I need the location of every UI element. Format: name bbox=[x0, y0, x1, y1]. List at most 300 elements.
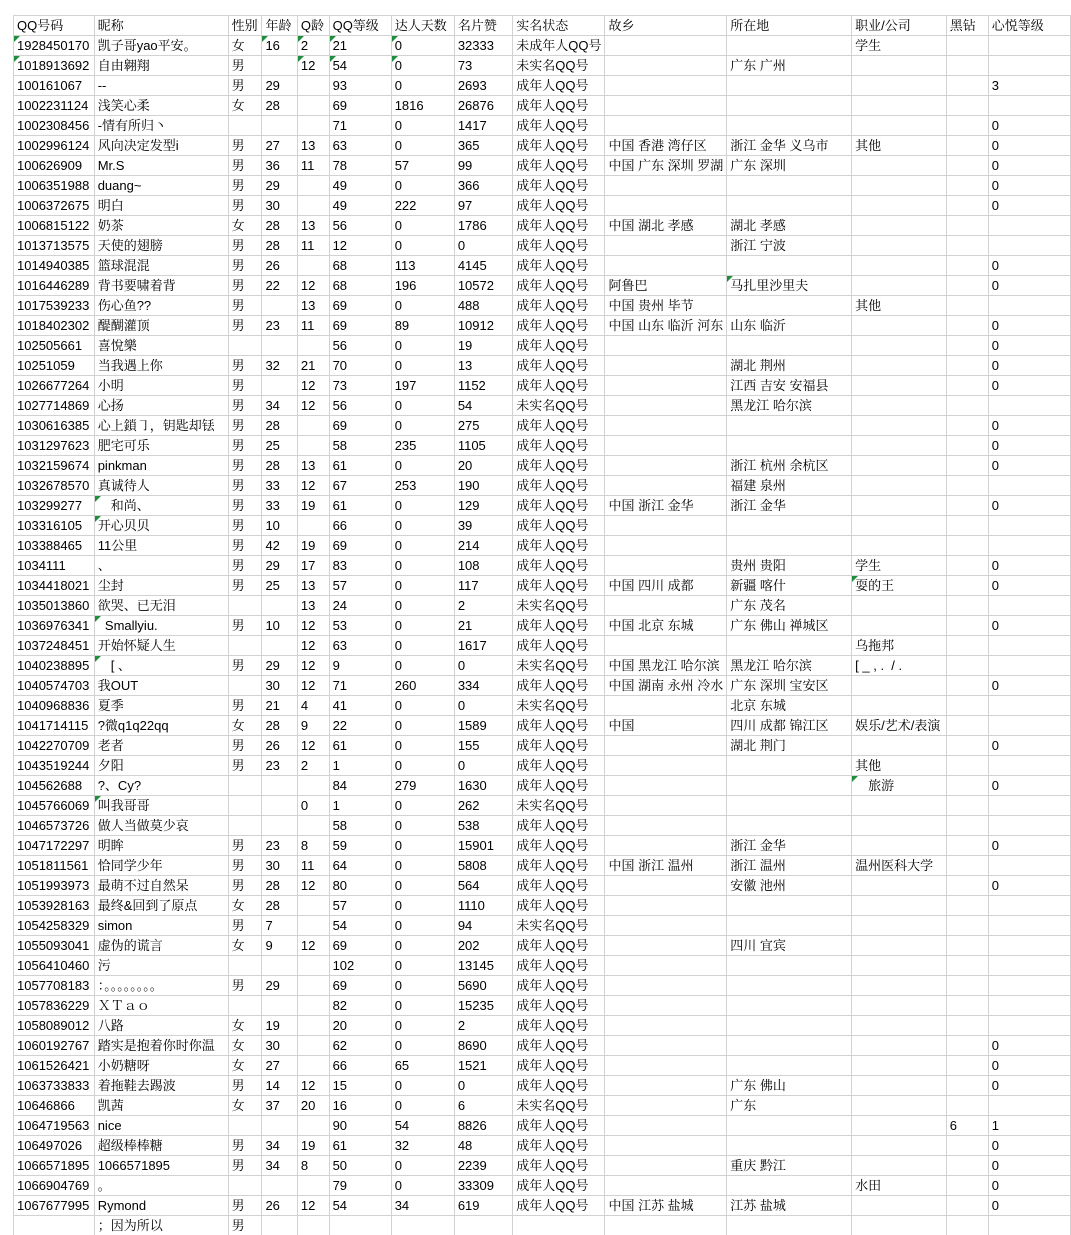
cell[interactable] bbox=[605, 876, 727, 896]
cell[interactable]: 虚伪的谎言 bbox=[94, 936, 228, 956]
cell[interactable] bbox=[262, 596, 297, 616]
cell[interactable] bbox=[852, 236, 947, 256]
cell[interactable]: 。 bbox=[94, 1176, 228, 1196]
cell[interactable]: 男 bbox=[228, 516, 262, 536]
cell[interactable]: 男 bbox=[228, 376, 262, 396]
cell[interactable]: 69 bbox=[329, 416, 391, 436]
cell[interactable]: 0 bbox=[988, 1176, 1070, 1196]
cell[interactable]: 1047172297 bbox=[14, 836, 95, 856]
cell[interactable]: 成年人QQ号 bbox=[513, 1056, 605, 1076]
cell[interactable] bbox=[852, 1196, 947, 1216]
cell[interactable] bbox=[946, 736, 988, 756]
cell[interactable]: 男 bbox=[228, 76, 262, 96]
cell[interactable]: 中国 湖南 永州 冷水 bbox=[605, 676, 727, 696]
cell[interactable]: 1 bbox=[988, 1116, 1070, 1136]
cell[interactable]: 北京 东城 bbox=[727, 696, 852, 716]
cell[interactable]: 心扬 bbox=[94, 396, 228, 416]
cell[interactable]: 2693 bbox=[454, 76, 512, 96]
cell[interactable]: 21 bbox=[262, 696, 297, 716]
cell[interactable]: 12 bbox=[297, 1076, 329, 1096]
cell[interactable]: 成年人QQ号 bbox=[513, 756, 605, 776]
cell[interactable]: 34 bbox=[262, 1156, 297, 1176]
cell[interactable]: 1006372675 bbox=[14, 196, 95, 216]
cell[interactable]: 0 bbox=[988, 416, 1070, 436]
cell[interactable]: 57 bbox=[329, 576, 391, 596]
cell[interactable]: 明眸 bbox=[94, 836, 228, 856]
cell[interactable]: 1064719563 bbox=[14, 1116, 95, 1136]
cell[interactable] bbox=[727, 96, 852, 116]
cell[interactable]: 污 bbox=[94, 956, 228, 976]
cell[interactable] bbox=[988, 536, 1070, 556]
cell[interactable] bbox=[852, 116, 947, 136]
cell[interactable]: 1060192767 bbox=[14, 1036, 95, 1056]
cell[interactable] bbox=[727, 516, 852, 536]
cell[interactable]: 260 bbox=[391, 676, 454, 696]
cell[interactable]: 12 bbox=[297, 936, 329, 956]
cell[interactable]: 488 bbox=[454, 296, 512, 316]
cell[interactable] bbox=[605, 1176, 727, 1196]
cell[interactable]: 男 bbox=[228, 1216, 262, 1235]
cell[interactable] bbox=[988, 756, 1070, 776]
cell[interactable]: 0 bbox=[391, 1076, 454, 1096]
cell[interactable] bbox=[727, 336, 852, 356]
cell[interactable] bbox=[946, 1016, 988, 1036]
cell[interactable] bbox=[946, 576, 988, 596]
cell[interactable]: 0 bbox=[391, 236, 454, 256]
cell[interactable]: 中国 黑龙江 哈尔滨 bbox=[605, 656, 727, 676]
cell[interactable]: 中国 贵州 毕节 bbox=[605, 296, 727, 316]
cell[interactable]: 成年人QQ号 bbox=[513, 516, 605, 536]
cell[interactable] bbox=[228, 596, 262, 616]
cell[interactable]: 197 bbox=[391, 376, 454, 396]
cell[interactable]: 1027714869 bbox=[14, 396, 95, 416]
cell[interactable] bbox=[605, 96, 727, 116]
cell[interactable]: 1816 bbox=[391, 96, 454, 116]
cell[interactable]: 0 bbox=[454, 756, 512, 776]
cell[interactable]: 4 bbox=[297, 696, 329, 716]
cell[interactable] bbox=[946, 336, 988, 356]
cell[interactable]: 老者 bbox=[94, 736, 228, 756]
cell[interactable] bbox=[946, 1136, 988, 1156]
cell[interactable]: 2 bbox=[297, 756, 329, 776]
cell[interactable] bbox=[727, 196, 852, 216]
cell[interactable]: 成年人QQ号 bbox=[513, 1176, 605, 1196]
cell[interactable] bbox=[852, 176, 947, 196]
cell[interactable] bbox=[946, 836, 988, 856]
cell[interactable] bbox=[727, 1216, 852, 1235]
cell[interactable] bbox=[946, 796, 988, 816]
cell[interactable]: 94 bbox=[454, 916, 512, 936]
cell[interactable] bbox=[852, 976, 947, 996]
cell[interactable]: 12 bbox=[297, 636, 329, 656]
cell[interactable] bbox=[852, 676, 947, 696]
cell[interactable]: 0 bbox=[391, 696, 454, 716]
cell[interactable]: 凯茜 bbox=[94, 1096, 228, 1116]
cell[interactable]: 四川 成都 锦江区 bbox=[727, 716, 852, 736]
cell[interactable]: 中国 bbox=[605, 716, 727, 736]
cell[interactable] bbox=[946, 276, 988, 296]
cell[interactable] bbox=[14, 1216, 95, 1235]
cell[interactable] bbox=[297, 76, 329, 96]
cell[interactable] bbox=[727, 416, 852, 436]
cell[interactable]: 222 bbox=[391, 196, 454, 216]
cell[interactable]: 男 bbox=[228, 616, 262, 636]
cell[interactable]: 男 bbox=[228, 56, 262, 76]
cell[interactable]: 50 bbox=[329, 1156, 391, 1176]
cell[interactable]: 成年人QQ号 bbox=[513, 556, 605, 576]
cell[interactable] bbox=[852, 896, 947, 916]
cell[interactable]: 73 bbox=[454, 56, 512, 76]
cell[interactable]: 成年人QQ号 bbox=[513, 216, 605, 236]
cell[interactable]: 0 bbox=[988, 136, 1070, 156]
cell[interactable]: 82 bbox=[329, 996, 391, 1016]
cell[interactable]: 0 bbox=[988, 1196, 1070, 1216]
cell[interactable]: 1042270709 bbox=[14, 736, 95, 756]
cell[interactable]: 8826 bbox=[454, 1116, 512, 1136]
cell[interactable]: 1046573726 bbox=[14, 816, 95, 836]
cell[interactable]: 男 bbox=[228, 296, 262, 316]
cell[interactable]: 0 bbox=[391, 596, 454, 616]
cell[interactable]: 成年人QQ号 bbox=[513, 736, 605, 756]
cell[interactable]: 0 bbox=[988, 116, 1070, 136]
cell[interactable] bbox=[988, 236, 1070, 256]
cell[interactable]: 1035013860 bbox=[14, 596, 95, 616]
cell[interactable]: 女 bbox=[228, 716, 262, 736]
cell[interactable]: 90 bbox=[329, 1116, 391, 1136]
cell[interactable]: 34 bbox=[262, 396, 297, 416]
cell[interactable]: 欲哭、已无泪 bbox=[94, 596, 228, 616]
cell[interactable] bbox=[852, 1016, 947, 1036]
cell[interactable] bbox=[946, 1096, 988, 1116]
cell[interactable]: 未实名QQ号 bbox=[513, 56, 605, 76]
cell[interactable] bbox=[262, 996, 297, 1016]
cell[interactable]: 1066904769 bbox=[14, 1176, 95, 1196]
cell[interactable]: 29 bbox=[262, 556, 297, 576]
cell[interactable]: 1040238895 bbox=[14, 656, 95, 676]
cell[interactable]: 1057708183 bbox=[14, 976, 95, 996]
cell[interactable] bbox=[727, 816, 852, 836]
cell[interactable]: 28 bbox=[262, 896, 297, 916]
cell[interactable] bbox=[228, 1176, 262, 1196]
cell[interactable]: 1055093041 bbox=[14, 936, 95, 956]
cell[interactable]: 男 bbox=[228, 836, 262, 856]
cell[interactable] bbox=[727, 296, 852, 316]
cell[interactable]: 279 bbox=[391, 776, 454, 796]
cell[interactable]: 155 bbox=[454, 736, 512, 756]
cell[interactable]: 湖北 孝感 bbox=[727, 216, 852, 236]
cell[interactable] bbox=[946, 536, 988, 556]
cell[interactable]: 2 bbox=[297, 36, 329, 56]
cell[interactable]: 69 bbox=[329, 296, 391, 316]
cell[interactable]: 0 bbox=[391, 1016, 454, 1036]
cell[interactable]: 64 bbox=[329, 856, 391, 876]
cell[interactable]: 13 bbox=[297, 216, 329, 236]
cell[interactable] bbox=[727, 636, 852, 656]
cell[interactable]: 22 bbox=[329, 716, 391, 736]
cell[interactable]: 28 bbox=[262, 216, 297, 236]
cell[interactable]: 0 bbox=[391, 396, 454, 416]
cell[interactable]: 99 bbox=[454, 156, 512, 176]
cell[interactable]: 11 bbox=[297, 856, 329, 876]
cell[interactable] bbox=[946, 96, 988, 116]
cell[interactable]: 男 bbox=[228, 276, 262, 296]
cell[interactable]: 中国 江苏 盐城 bbox=[605, 1196, 727, 1216]
cell[interactable]: 1017539233 bbox=[14, 296, 95, 316]
cell[interactable]: 619 bbox=[454, 1196, 512, 1216]
cell[interactable] bbox=[605, 396, 727, 416]
cell[interactable]: 0 bbox=[391, 516, 454, 536]
cell[interactable]: 自由翱翔 bbox=[94, 56, 228, 76]
cell[interactable]: 开始怀疑人生 bbox=[94, 636, 228, 656]
cell[interactable] bbox=[297, 956, 329, 976]
cell[interactable]: 12 bbox=[297, 616, 329, 636]
cell[interactable]: 42 bbox=[262, 536, 297, 556]
cell[interactable]: 37 bbox=[262, 1096, 297, 1116]
cell[interactable]: 13 bbox=[454, 356, 512, 376]
cell[interactable] bbox=[262, 376, 297, 396]
cell[interactable]: 117 bbox=[454, 576, 512, 596]
cell[interactable]: 未实名QQ号 bbox=[513, 396, 605, 416]
cell[interactable] bbox=[852, 796, 947, 816]
cell[interactable] bbox=[727, 436, 852, 456]
cell[interactable] bbox=[852, 336, 947, 356]
cell[interactable]: 0 bbox=[988, 376, 1070, 396]
cell[interactable]: 0 bbox=[391, 716, 454, 736]
cell[interactable] bbox=[988, 996, 1070, 1016]
cell[interactable] bbox=[297, 436, 329, 456]
cell[interactable] bbox=[727, 256, 852, 276]
cell[interactable]: 0 bbox=[988, 1076, 1070, 1096]
cell[interactable] bbox=[228, 956, 262, 976]
cell[interactable] bbox=[852, 536, 947, 556]
cell[interactable]: 0 bbox=[454, 696, 512, 716]
cell[interactable]: 1051993973 bbox=[14, 876, 95, 896]
cell[interactable]: Smallyiu. bbox=[94, 616, 228, 636]
cell[interactable] bbox=[727, 1056, 852, 1076]
cell[interactable]: 男 bbox=[228, 476, 262, 496]
cell[interactable] bbox=[605, 936, 727, 956]
cell[interactable]: 0 bbox=[454, 656, 512, 676]
cell[interactable]: 25 bbox=[262, 576, 297, 596]
cell[interactable]: 0 bbox=[297, 796, 329, 816]
cell[interactable]: 成年人QQ号 bbox=[513, 1036, 605, 1056]
cell[interactable]: 1002996124 bbox=[14, 136, 95, 156]
cell[interactable]: 广东 茂名 bbox=[727, 596, 852, 616]
cell[interactable] bbox=[297, 996, 329, 1016]
cell[interactable]: 女 bbox=[228, 1016, 262, 1036]
cell[interactable]: 73 bbox=[329, 376, 391, 396]
cell[interactable]: 成年人QQ号 bbox=[513, 676, 605, 696]
cell[interactable]: 1002231124 bbox=[14, 96, 95, 116]
cell[interactable]: 100626909 bbox=[14, 156, 95, 176]
cell[interactable] bbox=[228, 776, 262, 796]
cell[interactable]: 6 bbox=[454, 1096, 512, 1116]
cell[interactable]: 366 bbox=[454, 176, 512, 196]
cell[interactable]: 102 bbox=[329, 956, 391, 976]
cell[interactable]: 乌拖邦 bbox=[852, 636, 947, 656]
cell[interactable]: 中国 浙江 温州 bbox=[605, 856, 727, 876]
cell[interactable]: 男 bbox=[228, 256, 262, 276]
cell[interactable] bbox=[297, 1176, 329, 1196]
cell[interactable] bbox=[946, 196, 988, 216]
cell[interactable] bbox=[946, 976, 988, 996]
cell[interactable] bbox=[605, 1016, 727, 1036]
cell[interactable]: 30 bbox=[262, 856, 297, 876]
cell[interactable]: 11 bbox=[297, 156, 329, 176]
cell[interactable] bbox=[852, 736, 947, 756]
cell[interactable]: 1152 bbox=[454, 376, 512, 396]
cell[interactable] bbox=[946, 1076, 988, 1096]
cell[interactable] bbox=[946, 316, 988, 336]
cell[interactable]: 54 bbox=[329, 916, 391, 936]
cell[interactable]: 10 bbox=[262, 516, 297, 536]
cell[interactable]: 广东 佛山 禅城区 bbox=[727, 616, 852, 636]
cell[interactable]: 12 bbox=[297, 376, 329, 396]
cell[interactable]: 26 bbox=[262, 736, 297, 756]
cell[interactable] bbox=[988, 296, 1070, 316]
cell[interactable]: 54 bbox=[329, 56, 391, 76]
cell[interactable]: 58 bbox=[329, 436, 391, 456]
cell[interactable] bbox=[605, 1156, 727, 1176]
cell[interactable]: [ _ , . / . bbox=[852, 656, 947, 676]
cell[interactable] bbox=[297, 1056, 329, 1076]
cell[interactable]: 1057836229 bbox=[14, 996, 95, 1016]
cell[interactable] bbox=[946, 76, 988, 96]
column-header[interactable]: 达人天数 bbox=[391, 16, 454, 36]
cell[interactable] bbox=[262, 1116, 297, 1136]
cell[interactable] bbox=[605, 196, 727, 216]
cell[interactable]: 喜悅樂 bbox=[94, 336, 228, 356]
cell[interactable]: 253 bbox=[391, 476, 454, 496]
cell[interactable] bbox=[605, 956, 727, 976]
cell[interactable] bbox=[605, 1136, 727, 1156]
cell[interactable]: 成年人QQ号 bbox=[513, 856, 605, 876]
cell[interactable]: 0 bbox=[391, 756, 454, 776]
cell[interactable]: 0 bbox=[391, 796, 454, 816]
cell[interactable] bbox=[228, 1116, 262, 1136]
cell[interactable]: 7 bbox=[262, 916, 297, 936]
cell[interactable]: 0 bbox=[454, 236, 512, 256]
cell[interactable]: 33 bbox=[262, 496, 297, 516]
cell[interactable]: 水田 bbox=[852, 1176, 947, 1196]
cell[interactable]: 5690 bbox=[454, 976, 512, 996]
cell[interactable]: 做人当做莫少哀 bbox=[94, 816, 228, 836]
cell[interactable] bbox=[852, 396, 947, 416]
cell[interactable]: 0 bbox=[391, 816, 454, 836]
cell[interactable]: 16 bbox=[262, 36, 297, 56]
cell[interactable]: 33 bbox=[262, 476, 297, 496]
cell[interactable]: 12 bbox=[297, 396, 329, 416]
cell[interactable] bbox=[605, 836, 727, 856]
cell[interactable]: 踏实是抱着你时你温 bbox=[94, 1036, 228, 1056]
cell[interactable]: 最终&回到了原点 bbox=[94, 896, 228, 916]
cell[interactable]: 19 bbox=[297, 536, 329, 556]
cell[interactable]: 12 bbox=[297, 476, 329, 496]
cell[interactable]: 11 bbox=[297, 316, 329, 336]
cell[interactable]: 男 bbox=[228, 756, 262, 776]
cell[interactable] bbox=[946, 616, 988, 636]
cell[interactable]: 凯子哥yao平安。 bbox=[94, 36, 228, 56]
cell[interactable] bbox=[988, 976, 1070, 996]
cell[interactable]: 1051811561 bbox=[14, 856, 95, 876]
cell[interactable]: 成年人QQ号 bbox=[513, 956, 605, 976]
cell[interactable]: 成年人QQ号 bbox=[513, 636, 605, 656]
cell[interactable]: 84 bbox=[329, 776, 391, 796]
cell[interactable] bbox=[988, 816, 1070, 836]
cell[interactable] bbox=[946, 236, 988, 256]
cell[interactable] bbox=[228, 676, 262, 696]
cell[interactable]: 0 bbox=[988, 1136, 1070, 1156]
cell[interactable]: 8 bbox=[297, 836, 329, 856]
cell[interactable] bbox=[852, 276, 947, 296]
cell[interactable]: 33309 bbox=[454, 1176, 512, 1196]
cell[interactable] bbox=[605, 596, 727, 616]
cell[interactable]: 女 bbox=[228, 36, 262, 56]
cell[interactable]: 20 bbox=[297, 1096, 329, 1116]
cell[interactable]: 0 bbox=[988, 556, 1070, 576]
cell[interactable] bbox=[946, 516, 988, 536]
cell[interactable]: 19 bbox=[297, 1136, 329, 1156]
cell[interactable] bbox=[727, 996, 852, 1016]
cell[interactable]: 肥宅可乐 bbox=[94, 436, 228, 456]
column-header[interactable]: 年龄 bbox=[262, 16, 297, 36]
cell[interactable] bbox=[727, 36, 852, 56]
cell[interactable]: 男 bbox=[228, 396, 262, 416]
cell[interactable] bbox=[852, 476, 947, 496]
cell[interactable] bbox=[605, 76, 727, 96]
cell[interactable] bbox=[852, 876, 947, 896]
cell[interactable]: 成年人QQ号 bbox=[513, 816, 605, 836]
cell[interactable]: 0 bbox=[391, 416, 454, 436]
cell[interactable]: 2 bbox=[454, 596, 512, 616]
cell[interactable]: 1521 bbox=[454, 1056, 512, 1076]
cell[interactable]: 学生 bbox=[852, 36, 947, 56]
column-header[interactable]: 黑钻 bbox=[946, 16, 988, 36]
cell[interactable]: 女 bbox=[228, 936, 262, 956]
cell[interactable]: 男 bbox=[228, 236, 262, 256]
cell[interactable]: 其他 bbox=[852, 136, 947, 156]
cell[interactable]: 3 bbox=[988, 76, 1070, 96]
cell[interactable]: 13 bbox=[297, 296, 329, 316]
cell[interactable]: ：。。。。。。。。 bbox=[94, 976, 228, 996]
cell[interactable] bbox=[852, 436, 947, 456]
cell[interactable]: 成年人QQ号 bbox=[513, 576, 605, 596]
cell[interactable]: 八路 bbox=[94, 1016, 228, 1036]
cell[interactable]: 334 bbox=[454, 676, 512, 696]
cell[interactable] bbox=[946, 1196, 988, 1216]
cell[interactable]: 62 bbox=[329, 1036, 391, 1056]
cell[interactable]: 0 bbox=[988, 776, 1070, 796]
cell[interactable]: 4145 bbox=[454, 256, 512, 276]
cell[interactable] bbox=[605, 356, 727, 376]
cell[interactable]: 12 bbox=[329, 236, 391, 256]
cell[interactable]: 男 bbox=[228, 976, 262, 996]
cell[interactable]: 103299277 bbox=[14, 496, 95, 516]
cell[interactable]: 男 bbox=[228, 356, 262, 376]
cell[interactable]: 江苏 盐城 bbox=[727, 1196, 852, 1216]
cell[interactable] bbox=[946, 676, 988, 696]
cell[interactable]: 12 bbox=[297, 876, 329, 896]
cell[interactable] bbox=[727, 1036, 852, 1056]
cell[interactable] bbox=[946, 256, 988, 276]
cell[interactable]: 男 bbox=[228, 456, 262, 476]
cell[interactable] bbox=[605, 976, 727, 996]
cell[interactable]: 30 bbox=[262, 1036, 297, 1056]
cell[interactable]: 叫我哥哥 bbox=[94, 796, 228, 816]
cell[interactable] bbox=[852, 1096, 947, 1116]
cell[interactable]: 2239 bbox=[454, 1156, 512, 1176]
cell[interactable] bbox=[297, 336, 329, 356]
